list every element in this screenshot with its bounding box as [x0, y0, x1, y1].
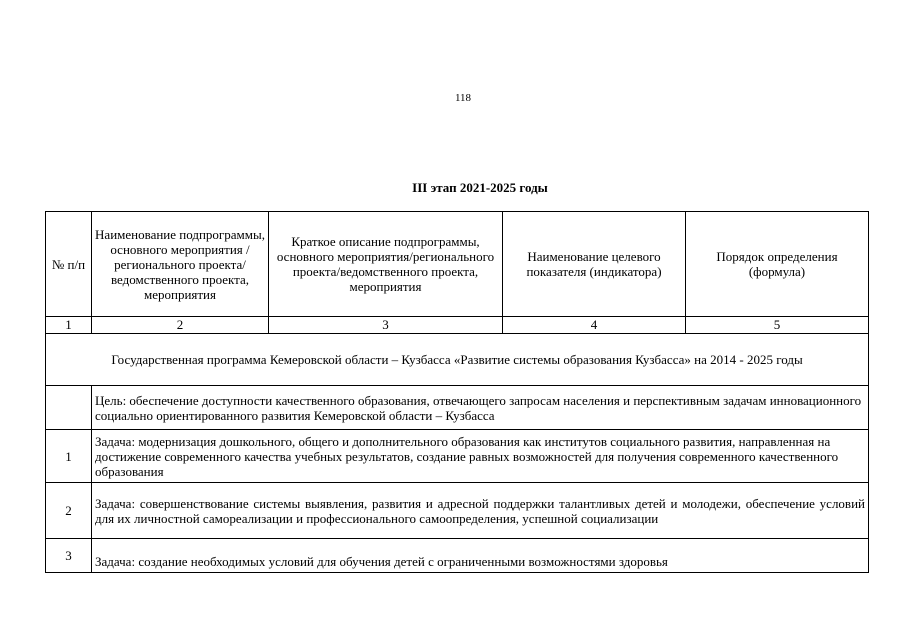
section-title: III этап 2021-2025 годы — [412, 180, 548, 195]
goal-number-cell — [46, 386, 92, 430]
task-text-cell: Задача: создание необходимых условий для обучения детей с ограниченными возможностями здоровья — [92, 539, 869, 573]
goal-text-cell: Цель: обеспечение доступности качественного образования, отвечающего запросам населения и перспективным задачам инновационного социально ориентированного развития Кемеровской области – Кузбасса — [92, 386, 869, 430]
column-number-cell: 5 — [686, 317, 869, 334]
table-row — [46, 539, 869, 573]
table-row — [46, 430, 869, 483]
header-cell-formula: Порядок определения (формула) — [686, 212, 869, 317]
column-number-cell: 4 — [503, 317, 686, 334]
column-number-cell: 3 — [269, 317, 503, 334]
column-number-cell: 2 — [92, 317, 269, 334]
column-number-cell: 1 — [46, 317, 92, 334]
program-table — [45, 211, 869, 573]
column-number-row — [46, 317, 869, 334]
task-number-cell: 2 — [46, 483, 92, 539]
table-header-row — [46, 212, 869, 317]
page-number: 118 — [454, 92, 472, 104]
table-row — [46, 483, 869, 539]
header-cell-indicator: Наименование целевого показателя (индикатора) — [503, 212, 686, 317]
program-title-row — [46, 334, 869, 386]
task-text-cell: Задача: модернизация дошкольного, общего и дополнительного образования как институтов социального развития, направленная на достижение современного качества учебных результатов, создание равных возможностей для получения современного качественного образования — [92, 430, 869, 483]
header-cell-description: Краткое описание подпрограммы, основного мероприятия/регионального проекта/ведомственного проекта, мероприятия — [269, 212, 503, 317]
program-title-cell: Государственная программа Кемеровской области – Кузбасса «Развитие системы образования Кузбасса» на 2014 - 2025 годы — [46, 334, 869, 386]
goal-row — [46, 386, 869, 430]
task-number-cell: 3 — [46, 539, 92, 573]
task-text-cell: Задача: совершенствование системы выявления, развития и адресной поддержки талантливых детей и молодежи, обеспечение условий для их личностной самореализации и профессионального самоопределения, успешной социализации — [92, 483, 869, 539]
header-cell-number: № п/п — [46, 212, 92, 317]
task-number-cell: 1 — [46, 430, 92, 483]
header-cell-name: Наименование подпрограммы, основного мероприятия / регионального проекта/ведомственного проекта, мероприятия — [92, 212, 269, 317]
